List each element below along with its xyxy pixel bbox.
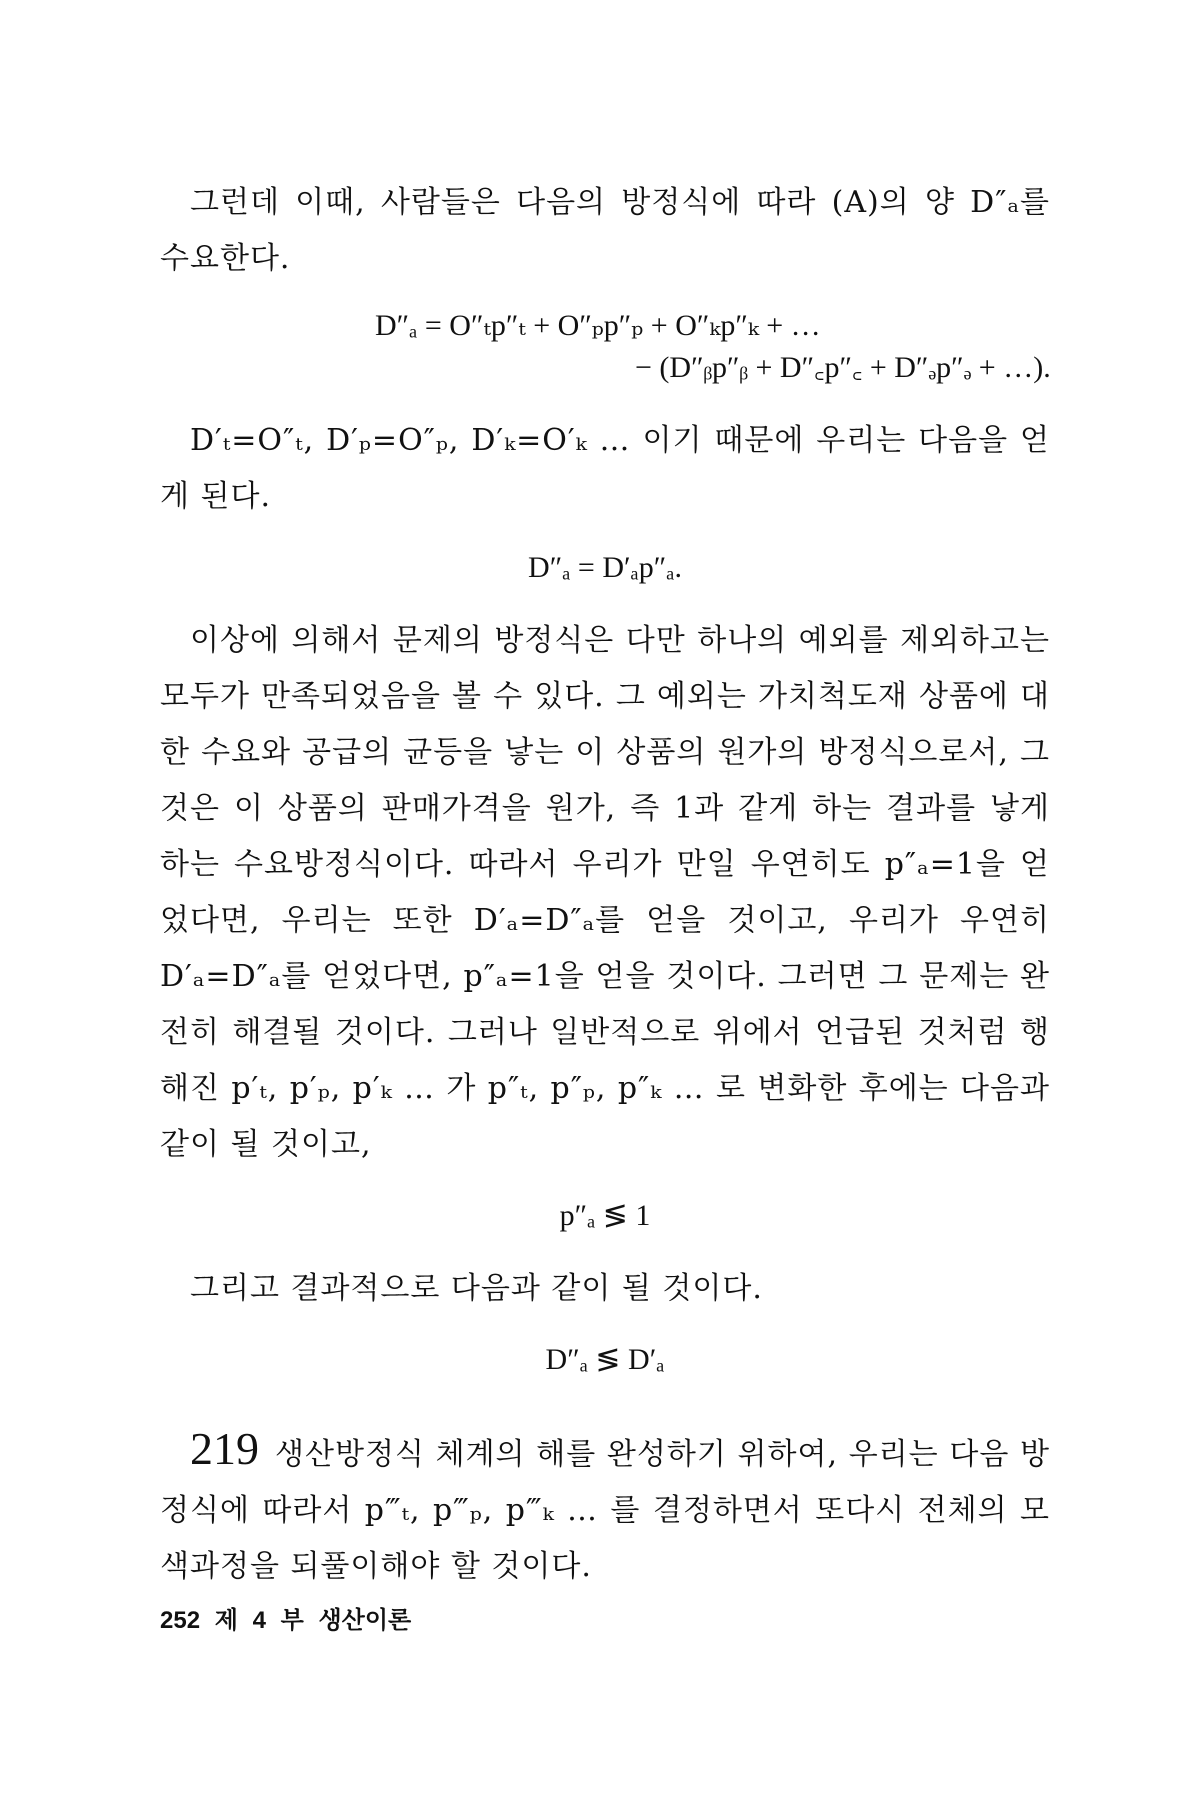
chapter-title: 생산이론 [318,1607,412,1634]
equation-demand-line-1: D″ₐ = O″ₜp″ₜ + O″ₚp″ₚ + O″ₖp″ₖ + … [375,309,821,342]
equation-demand-inequality: D″ₐ ≶ D′ₐ [545,1343,665,1376]
section-text: 생산방정식 체계의 해를 완성하기 위하여, 우리는 다음 방정식에 따라서 p‴ₜ, p‴ₚ, p‴ₖ … 를 결정하면서 또다시 전체의 모색과정을 되풀이해야 할 것이다. [160,1437,1050,1584]
page-body [160,175,1050,1625]
section-number: 219 [190,1423,259,1474]
equation-demand-line-2: − (D″ᵦp″ᵦ + D″꜀p″꜀ + D″ₔp″ₔ + …). [635,351,1051,384]
section-219 [160,1421,1050,1595]
page-footer [160,1600,411,1635]
page-number: 252 [160,1607,201,1634]
equation-demand-block [160,305,1050,389]
part-label: 제 4 부 [214,1607,304,1634]
paragraph-4: 그리고 결과적으로 다음과 같이 될 것이다. [190,1271,763,1306]
equation-price-inequality: p″ₐ ≶ 1 [559,1199,651,1232]
equation-result: D″ₐ = D′ₐp″ₐ. [528,551,682,584]
paragraph-2: D′ₜ=O″ₜ, D′ₚ=O″ₚ, D′ₖ=O′ₖ … 이기 때문에 우리는 다음을 얻게 된다. [160,423,1050,514]
paragraph-3: 이상에 의해서 문제의 방정식은 다만 하나의 예외를 제외하고는 모두가 만족되었음을 볼 수 있다. 그 예외는 가치척도재 상품에 대한 수요와 공급의 균등을 낳는 이 상품의 원가의 방정식으로서, 그것은 이 상품의 판매가격을 원가, 즉 1과 같게 하는 결과를 낳게 하는 수요방정식이다. 따라서 우리가 만일 우연히도 p″ₐ=1을 얻었다면, 우리는 또한 D′ₐ=D″ₐ를 얻을 것이고, 우리가 우연히 D′ₐ=D″ₐ를 얻었다면, p″ₐ=1을 얻을 것이다. 그러면 그 문제는 완전히 해결될 것이다. 그러나 일반적으로 위에서 언급된 것처럼 행해진 p′ₜ, p′ₚ, p′ₖ … 가 p″ₜ, p″ₚ, p″ₖ … 로 변화한 후에는 다음과 같이 될 것이고, [160,623,1050,1162]
paragraph-1: 그런데 이때, 사람들은 다음의 방정식에 따라 (A)의 양 D″ₐ를 수요한다. [160,185,1050,276]
